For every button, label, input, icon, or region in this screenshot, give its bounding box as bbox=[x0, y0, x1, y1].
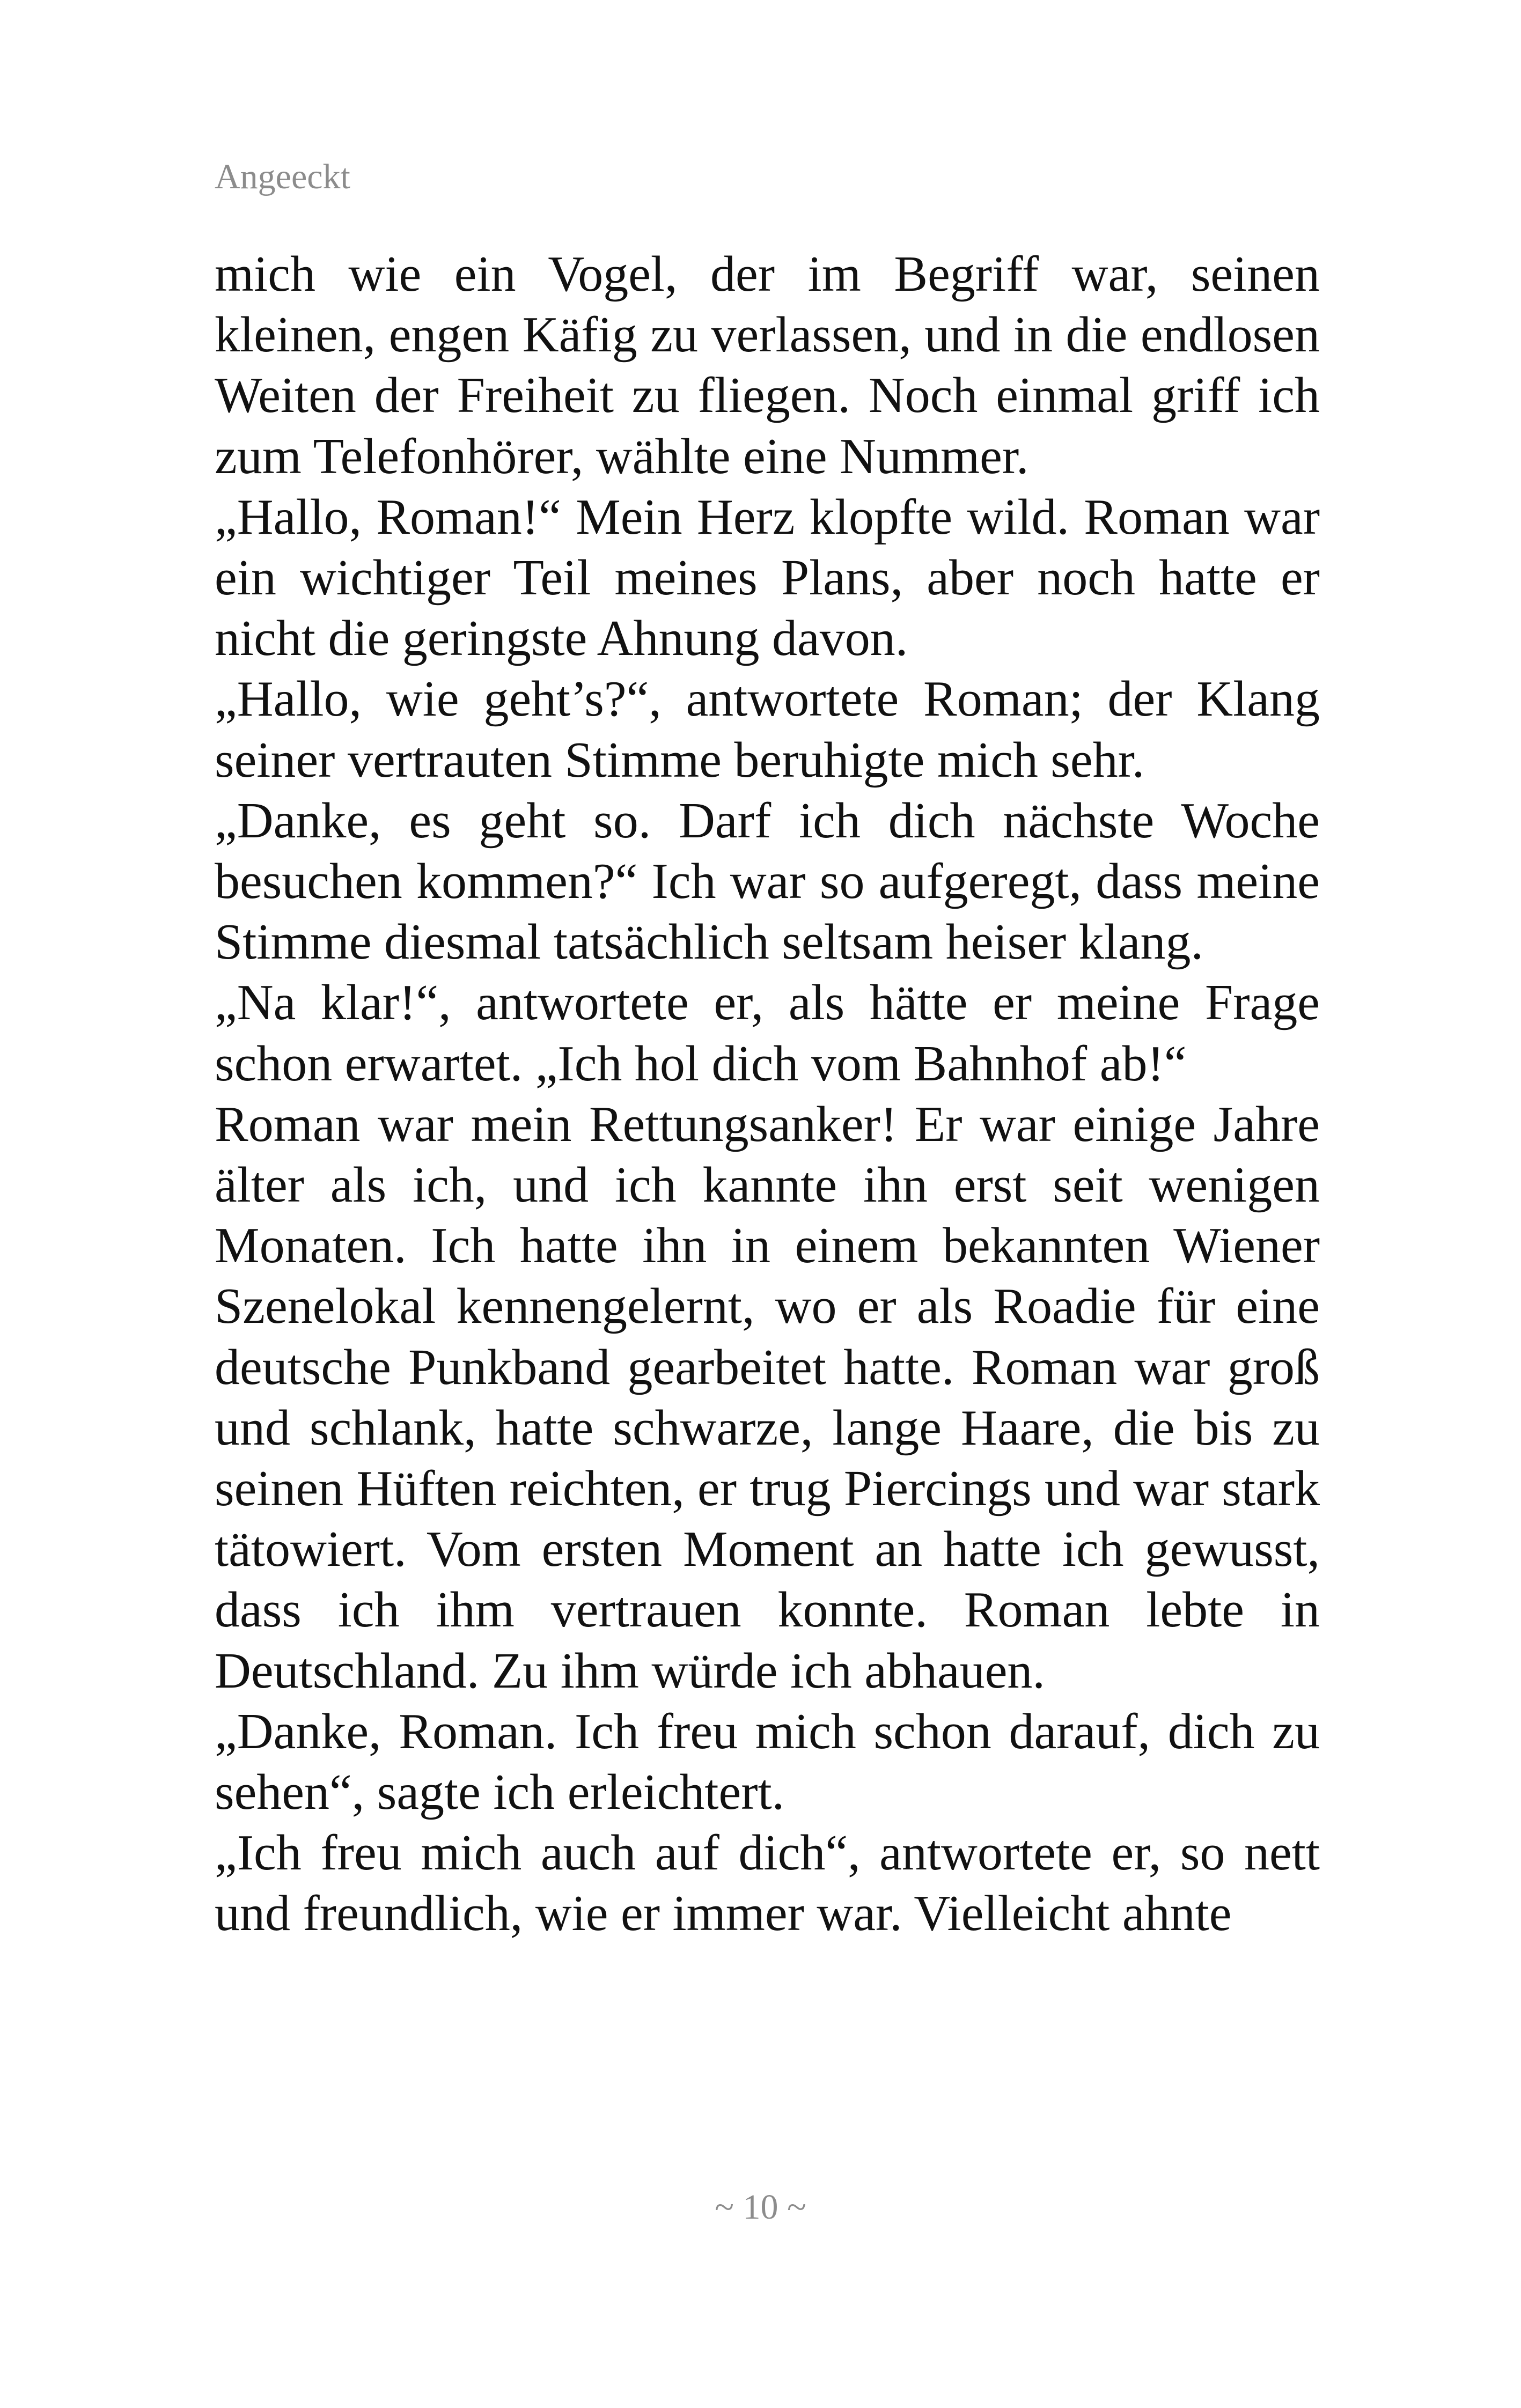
paragraph-5: „Na klar!“, antwortete er, als hätte er meine Frage schon erwartet. „Ich hol dich vom Bahnhof ab!“ bbox=[215, 975, 1320, 1092]
paragraph-3: „Hallo, wie geht’s?“, antwortete Roman; der Klang seiner vertrauten Stimme beruhigte mich sehr. bbox=[215, 671, 1320, 788]
page-number: ~ 10 ~ bbox=[715, 2188, 806, 2227]
paragraph-2: „Hallo, Roman!“ Mein Herz klopfte wild. Roman war ein wichtiger Teil meines Plans, aber noch hatte er nicht die geringste Ahnung davon. bbox=[215, 489, 1320, 667]
paragraph-6: Roman war mein Rettungsanker! Er war einige Jahre älter als ich, und ich kannte ihn erst seit wenigen Monaten. Ich hatte ihn in einem bekannten Wiener Szenelokal kennengelernt, wo er als Roadie für eine deutsche Punkband gearbeitet hatte. Roman war groß und schlank, hatte schwarze, lange Haare, die bis zu seinen Hüften reichten, er trug Piercings und war stark tätowiert. Vom ersten Moment an hatte ich gewusst, dass ich ihm vertrauen konnte. Roman lebte in Deutschland. Zu ihm würde ich abhauen. bbox=[215, 1096, 1320, 1699]
body-text bbox=[215, 244, 1320, 1945]
paragraph-8: „Ich freu mich auch auf dich“, antwortete er, so nett und freundlich, wie er immer war. Vielleicht ahnte bbox=[215, 1825, 1320, 1942]
paragraph-4: „Danke, es geht so. Darf ich dich nächste Woche besuchen kommen?“ Ich war so aufgeregt, dass meine Stimme diesmal tatsächlich seltsam heiser klang. bbox=[215, 792, 1320, 970]
paragraph-7: „Danke, Roman. Ich freu mich schon darauf, dich zu sehen“, sagte ich erleichtert. bbox=[215, 1703, 1320, 1821]
paragraph-1: mich wie ein Vogel, der im Begriff war, seinen kleinen, engen Käfig zu verlassen, und in die endlosen Weiten der Freiheit zu fliegen. Noch einmal griff ich zum Telefonhörer, wählte eine Nummer. bbox=[215, 246, 1320, 484]
running-header-title: Angeeckt bbox=[215, 157, 350, 196]
